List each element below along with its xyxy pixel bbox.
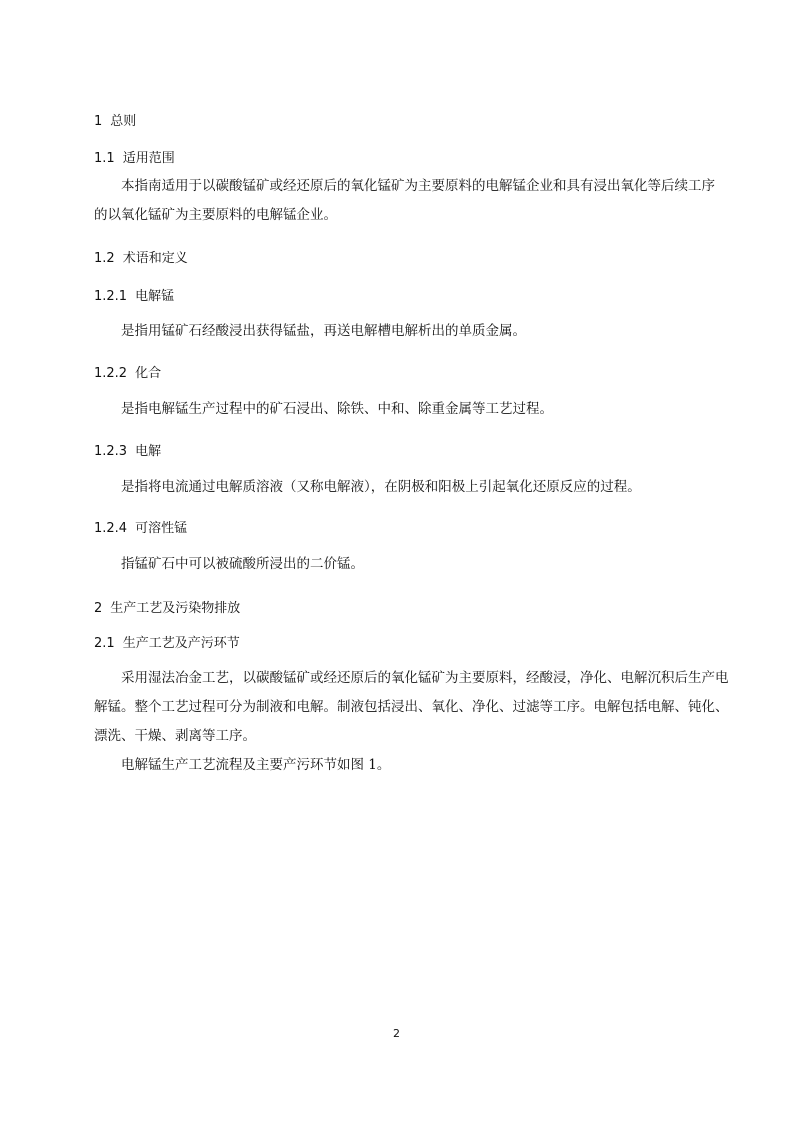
section-number: 1.2.2 xyxy=(94,366,128,381)
section-number: 1.1 xyxy=(94,151,115,166)
paragraph-line: 是指将电流通过电解质溶液（又称电解液），在阴极和阳极上引起氧化还原反应的过程。 xyxy=(121,479,641,495)
paragraph-electrolysis xyxy=(94,473,724,502)
heading-section-1-2 xyxy=(94,247,188,266)
section-title: 可溶性锰 xyxy=(135,521,188,536)
section-title: 电解 xyxy=(135,444,162,459)
section-number: 2 xyxy=(94,601,103,616)
section-number: 1.2.4 xyxy=(94,521,128,536)
section-title: 电解锰 xyxy=(135,289,175,304)
paragraph-line: 是指电解锰生产过程中的矿石浸出、除铁、中和、除重金属等工艺过程。 xyxy=(121,401,553,417)
heading-section-1 xyxy=(94,110,136,129)
section-title: 生产工艺及产污环节 xyxy=(122,636,240,651)
heading-section-1-1 xyxy=(94,147,175,166)
paragraph-line: 电解锰生产工艺流程及主要产污环节如图 1。 xyxy=(121,757,391,773)
section-title: 化合 xyxy=(135,366,162,381)
paragraph-line: 指锰矿石中可以被硫酸所浸出的二价锰。 xyxy=(121,556,364,572)
paragraph-line: 采用湿法冶金工艺，以碳酸锰矿或经还原后的氧化锰矿为主要原料，经酸浸，净化、电解沉积后生产电 xyxy=(121,670,729,686)
section-number: 1.2.1 xyxy=(94,289,128,304)
paragraph-soluble-manganese xyxy=(94,550,724,579)
section-title: 术语和定义 xyxy=(122,251,188,266)
heading-section-1-2-4 xyxy=(94,517,187,536)
section-title: 总则 xyxy=(110,114,137,129)
paragraph-line: 的以氧化锰矿为主要原料的电解锰企业。 xyxy=(94,207,337,223)
paragraph-line: 解锰。整个工艺过程可分为制液和电解。制液包括浸出、氧化、净化、过滤等工序。电解包括电解、钝化、 xyxy=(94,699,729,715)
heading-section-1-2-3 xyxy=(94,440,161,459)
page-number: 2 xyxy=(393,1027,400,1040)
section-number: 1.2.3 xyxy=(94,444,128,459)
paragraph-combination xyxy=(94,395,724,424)
paragraph-line: 是指用锰矿石经酸浸出获得锰盐，再送电解槽电解析出的单质金属。 xyxy=(121,323,526,339)
section-number: 1 xyxy=(94,114,103,129)
section-number: 2.1 xyxy=(94,636,115,651)
section-title: 生产工艺及污染物排放 xyxy=(110,601,241,616)
paragraph-line: 漂洗、干燥、剥离等工序。 xyxy=(94,728,256,744)
section-number: 1.2 xyxy=(94,251,115,266)
heading-section-2-1 xyxy=(94,632,240,651)
paragraph-scope xyxy=(94,172,724,230)
paragraph-electrolytic-manganese xyxy=(94,317,724,346)
heading-section-2 xyxy=(94,597,240,616)
paragraph-process xyxy=(94,664,729,780)
heading-section-1-2-2 xyxy=(94,362,161,381)
paragraph-line: 本指南适用于以碳酸锰矿或经还原后的氧化锰矿为主要原料的电解锰企业和具有浸出氧化等后续工序 xyxy=(121,178,715,194)
heading-section-1-2-1 xyxy=(94,285,174,304)
section-title: 适用范围 xyxy=(122,151,175,166)
